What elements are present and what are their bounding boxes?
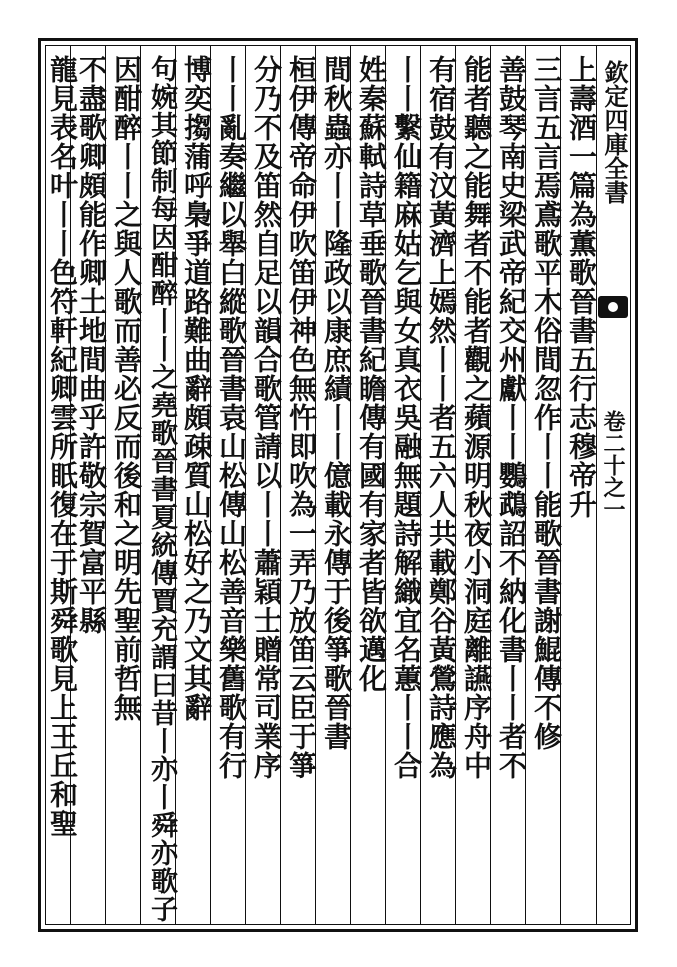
text-column: 間秋蟲亦丨丨隆政以康庶績丨丨億載永傳于後箏歌晉書: [320, 55, 353, 751]
book-title: 欽定四庫全書: [600, 60, 629, 204]
text-column: 有宿鼓有汶黃濟上嫣然丨丨者五六人共載鄭谷黃鶯詩應為: [425, 55, 458, 780]
text-column: 因酣醉丨丨之與人歌而善必反而後和之明先聖前哲無: [110, 55, 143, 722]
text-column: 姓秦蘇軾詩草垂歌晉書紀瞻傳有國有家者皆欲邁化: [355, 55, 388, 693]
volume-label: 卷二十之一: [600, 410, 626, 520]
fish-tail-mark-gap: [608, 302, 618, 312]
text-column: 三言五言焉鳶歌平木俗間忽作丨丨能歌晉書謝鯤傳不修: [530, 55, 563, 751]
text-column: 句婉其節制每因酣醉丨丨之堯歌晉書夏統傳賈充謂曰昔丨亦丨舜亦歌子: [146, 55, 177, 923]
text-column: 丨丨繫仙籍麻姑乞與女真衣吳融無題詩解織宜名蕙丨丨合: [390, 55, 423, 780]
text-column: 能者聽之能舞者不能者觀之蘋源明秋夜小洞庭離讌序舟中: [460, 55, 493, 780]
text-column: 博奕搊蒲呼梟爭道路難曲辭頗疎質山松好之乃文其辭: [180, 55, 213, 722]
text-column: 不盡歌卿頗能作卿土地間曲乎許敬宗賀富平縣: [75, 55, 108, 635]
text-column: 善鼓琴南史梁武帝紀交州獻丨丨鸚鵡詔不納化書丨丨者不: [495, 55, 528, 780]
text-column: 上壽酒一篇為薫歌晉書五行志穆帝升: [565, 55, 598, 519]
text-column: 丨丨亂奏繼以舉白縱歌晉書袁山松傳山松善音樂舊歌有行: [215, 55, 248, 780]
text-column: 龍見表名叶丨丨色符軒紀卿雲所眂復在于斯舜歌見上王丘和聖: [46, 55, 79, 838]
text-column: 分乃不及笛然自足以韻合歌管請以丨丨蕭穎士贈常司業序: [250, 55, 283, 780]
text-column: 桓伊傳帝命伊吹笛伊神色無忤即吹為一弄乃放笛云臣于箏: [285, 55, 318, 780]
